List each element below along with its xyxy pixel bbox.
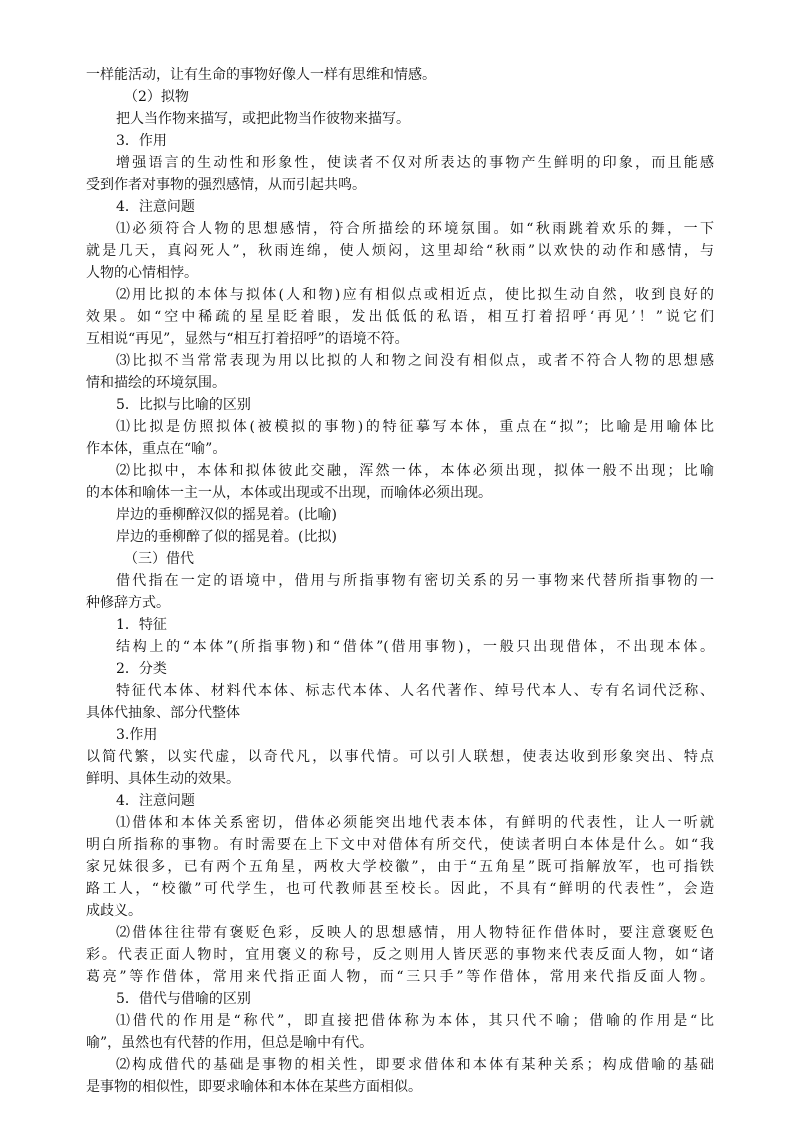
text-line: 情和描绘的环境氛围。 bbox=[86, 375, 226, 391]
text-line: ⑵构成借代的基础是事物的相关性，即要求借体和本体有某种关系；构成借喻的基础 bbox=[116, 1057, 714, 1073]
text-line: 3．作用 bbox=[116, 133, 167, 149]
text-line: 2．分类 bbox=[116, 661, 167, 677]
text-line: 1．特征 bbox=[116, 617, 167, 633]
text-line: 结构上的“本体”(所指事物)和“借体”(借用事物)，一般只出现借体，不出现本体。 bbox=[116, 639, 714, 655]
text-line: 效果。如“空中稀疏的星星眨着眼，发出低低的私语，相互打着招呼‘再见’！”说它们 bbox=[86, 309, 714, 325]
text-line: ⑵借体往往带有褒贬色彩，反映人的思想感情，用人物特征作借体时，要注意褒贬色 bbox=[116, 925, 714, 941]
text-line: 4．注意问题 bbox=[116, 793, 195, 809]
text-line: ⑴借代的作用是“称代”，即直接把借体称为本体，其只代不喻；借喻的作用是“比 bbox=[116, 1013, 714, 1029]
text-line: 种修辞方式。 bbox=[86, 595, 170, 611]
text-line: 4．注意问题 bbox=[116, 199, 195, 215]
text-line: 人物的心情相悖。 bbox=[86, 265, 198, 281]
text-line: 岸边的垂柳醉汉似的摇晃着。(比喻) bbox=[116, 507, 337, 523]
text-line: 增强语言的生动性和形象性，使读者不仅对所表达的事物产生鲜明的印象，而且能感 bbox=[116, 155, 714, 171]
text-line: 的本体和喻体一主一从，本体或出现或不出现，而喻体必须出现。 bbox=[86, 485, 492, 501]
text-line: （2）拟物 bbox=[124, 89, 189, 105]
text-line: 受到作者对事物的强烈感情，从而引起共鸣。 bbox=[86, 177, 366, 193]
text-line: 互相说“再见”，显然与“相互打着招呼”的语境不符。 bbox=[86, 331, 409, 347]
text-line: 彩。代表正面人物时，宜用褒义的称号，反之则用人皆厌恶的事物来代表反面人物，如“诸 bbox=[86, 947, 714, 963]
text-line: 作本体，重点在“喻”。 bbox=[86, 441, 227, 457]
text-line: 家兄妹很多，已有两个五角星，两枚大学校徽”，由于“五角星”既可指解放军，也可指铁 bbox=[86, 859, 714, 875]
text-line: 5．比拟与比喻的区别 bbox=[116, 397, 251, 413]
text-line: （三）借代 bbox=[124, 551, 194, 567]
text-line: 鲜明、具体生动的效果。 bbox=[86, 771, 240, 787]
text-line: 明白所指称的事物。有时需要在上下文中对借体有所交代，使读者明白本体是什么。如“我 bbox=[86, 837, 714, 853]
text-line: ⑴必须符合人物的思想感情，符合所描绘的环境氛围。如“秋雨跳着欢乐的舞，一下 bbox=[116, 221, 714, 237]
text-line: 具体代抽象、部分代整体 bbox=[86, 705, 240, 721]
text-line: ⑵比拟中，本体和拟体彼此交融，浑然一体，本体必须出现，拟体一般不出现；比喻 bbox=[116, 463, 714, 479]
text-line: 喻”，虽然也有代替的作用，但总是喻中有代。 bbox=[86, 1035, 374, 1051]
text-line: 就是几天，真闷死人”，秋雨连绵，使人烦闷，这里却给“秋雨”以欢快的动作和感情，与 bbox=[86, 243, 714, 259]
text-line: 特征代本体、材料代本体、标志代本体、人名代著作、绰号代本人、专有名词代泛称、 bbox=[116, 683, 714, 699]
text-line: 借代指在一定的语境中，借用与所指事物有密切关系的另一事物来代替所指事物的一 bbox=[116, 573, 714, 589]
text-line: 路工人，“校徽”可代学生，也可代教师甚至校长。因此，不具有“鲜明的代表性”，会造 bbox=[86, 881, 714, 897]
text-line: 葛亮”等作借体，常用来代指正面人物，而“三只手”等作借体，常用来代指反面人物。 bbox=[86, 969, 714, 985]
text-line: ⑴比拟是仿照拟体(被模拟的事物)的特征摹写本体，重点在“拟”；比喻是用喻体比 bbox=[116, 419, 714, 435]
text-line: 是事物的相似性，即要求喻体和本体在某些方面相似。 bbox=[86, 1079, 422, 1095]
text-line: 把人当作物来描写，或把此物当作彼物来描写。 bbox=[116, 111, 410, 127]
text-line: 成歧义。 bbox=[86, 903, 142, 919]
text-line: 5．借代与借喻的区别 bbox=[116, 991, 251, 1007]
text-line: 以简代繁，以实代虚，以奇代凡，以事代情。可以引人联想，使表达收到形象突出、特点 bbox=[86, 749, 714, 765]
text-line: ⑴借体和本体关系密切，借体必须能突出地代表本体，有鲜明的代表性，让人一听就 bbox=[116, 815, 714, 831]
text-line: ⑵用比拟的本体与拟体(人和物)应有相似点或相近点，使比拟生动自然，收到良好的 bbox=[116, 287, 714, 303]
text-line: ⑶比拟不当常常表现为用以比拟的人和物之间没有相似点，或者不符合人物的思想感 bbox=[116, 353, 714, 369]
text-line: 3.作用 bbox=[116, 727, 158, 743]
text-line: 一样能活动，让有生命的事物好像人一样有思维和情感。 bbox=[86, 67, 436, 83]
text-line: 岸边的垂柳醉了似的摇晃着。(比拟) bbox=[116, 529, 337, 545]
